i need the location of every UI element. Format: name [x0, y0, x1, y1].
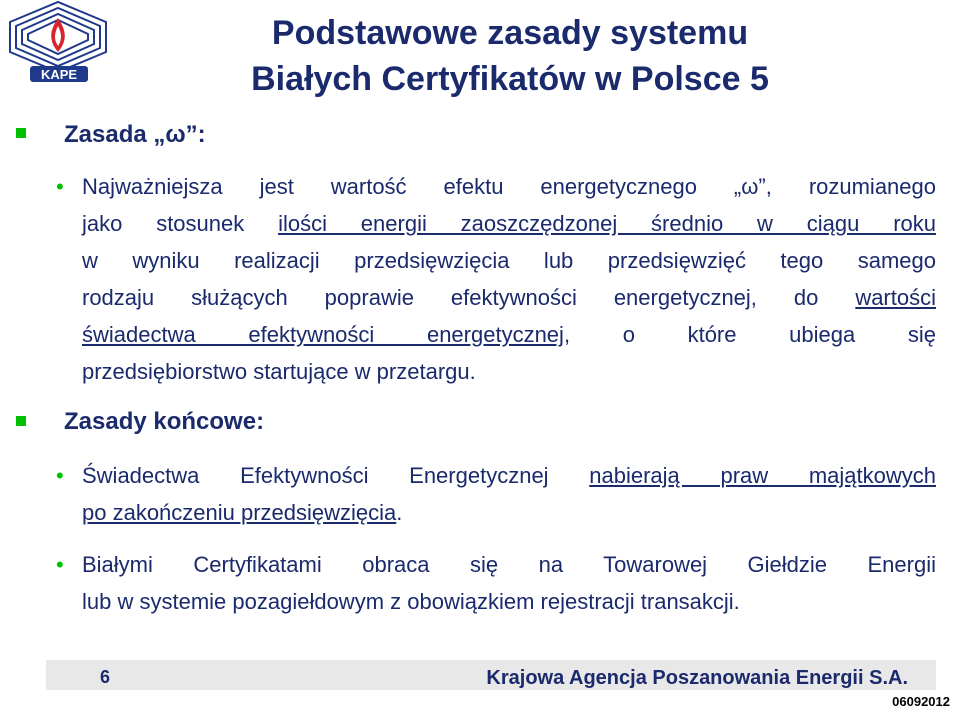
square-bullet-2: [16, 416, 26, 426]
para1-line3: w wyniku realizacji przedsięwzięcia lub przedsięwzięć tego samego: [82, 248, 936, 273]
title-line-2: Białych Certyfikatów w Polsce 5: [251, 60, 769, 98]
bullet-dot-1: •: [56, 174, 64, 199]
bullet-dot-2: •: [56, 463, 64, 488]
slide-title: [200, 10, 820, 102]
para3-line1: Białymi Certyfikatami obraca się na Towarowej Giełdzie Energii: [82, 552, 936, 577]
para1-line4: rodzaju służących poprawie efektywności energetycznej, do wartości: [82, 285, 936, 310]
footer-agency: Krajowa Agencja Poszanowania Energii S.A.: [486, 667, 908, 689]
paragraph-omega: [82, 168, 936, 390]
square-bullet-1: [16, 128, 26, 138]
paragraph-gielda: [82, 546, 936, 620]
para3-line2: lub w systemie pozagiełdowym z obowiązkiem rejestracji transakcji.: [82, 589, 740, 614]
footer-code: 06092012: [892, 694, 950, 709]
page-number: 6: [100, 667, 111, 687]
para1-line1: Najważniejsza jest wartość efektu energetycznego „ω”, rozumianego: [82, 174, 936, 199]
logo-text: KAPE: [40, 67, 78, 82]
para2-line1: Świadectwa Efektywności Energetycznej nabierają praw majątkowych: [82, 463, 936, 488]
para1-line6: przedsiębiorstwo startujące w przetargu.: [82, 359, 476, 384]
section-heading-zasada: Zasada „ω”:: [64, 121, 206, 148]
paragraph-swiadectwa: [82, 457, 936, 531]
section-heading-koncowe: Zasady końcowe:: [64, 408, 265, 435]
para1-line5: świadectwa efektywności energetycznej, o które ubiega się: [82, 322, 936, 347]
bullet-dot-3: •: [56, 552, 64, 577]
para1-line2: jako stosunek ilości energii zaoszczędzonej średnio w ciągu roku: [82, 211, 936, 236]
para2-line2: po zakończeniu przedsięwzięcia.: [82, 500, 403, 525]
title-line-1: Podstawowe zasady systemu: [271, 14, 749, 52]
kape-logo: [4, 0, 114, 90]
